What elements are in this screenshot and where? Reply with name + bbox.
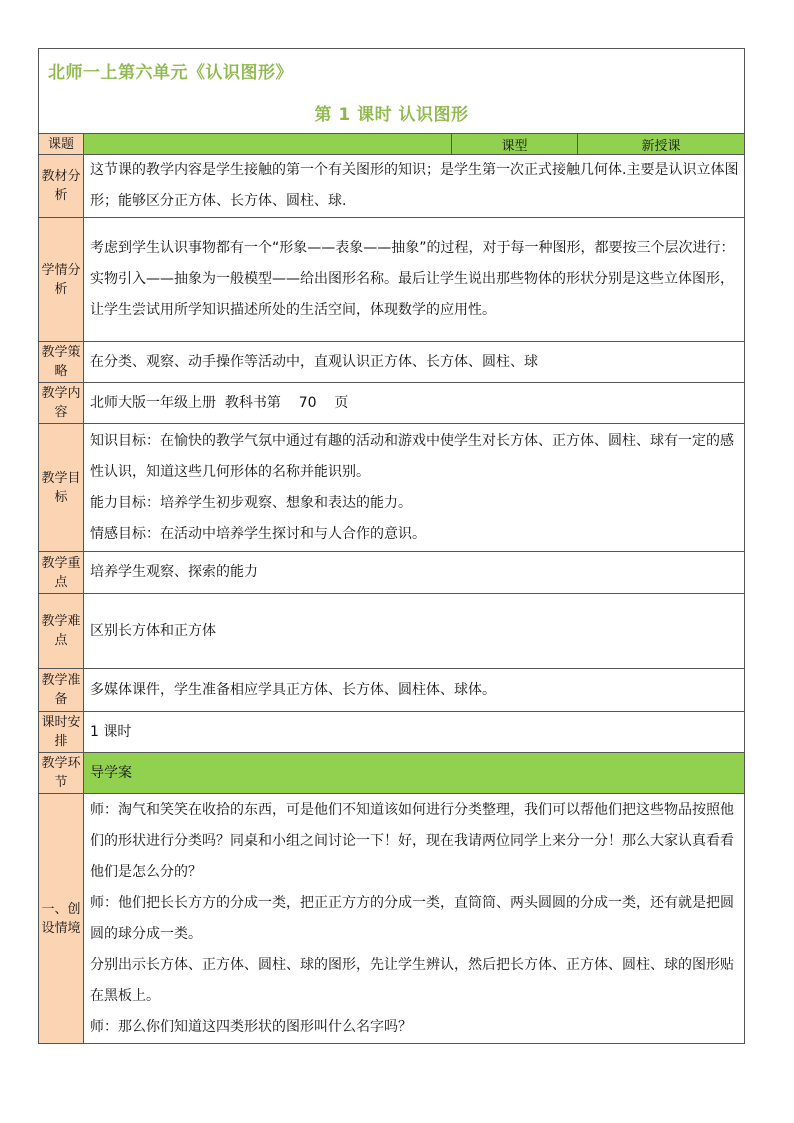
text-line: 知识目标：在愉快的教学气氛中通过有趣的活动和游戏中使学生对长方体、正方体、圆柱、球有一定的感性认识，知道这些几何形体的名称并能识别。 — [90, 432, 734, 480]
difficulty-row — [39, 594, 745, 669]
row-label: 教学策略 — [39, 342, 84, 383]
header-cell — [39, 49, 745, 134]
preparation-text — [84, 669, 745, 712]
row-label: 一、创设情境 — [39, 794, 84, 1044]
text-line: 培养学生观察、探索的能力 — [90, 564, 258, 580]
learner-analysis-row — [39, 218, 745, 342]
teaching-strategy-row — [39, 342, 745, 383]
text-line: 导学案 — [90, 764, 132, 781]
schedule-text — [84, 712, 745, 753]
teaching-stage-row — [39, 753, 745, 794]
schedule-row — [39, 712, 745, 753]
row-label: 课时安排 — [39, 712, 84, 753]
topic-value — [84, 134, 452, 155]
material-analysis-row — [39, 155, 745, 218]
row-label: 学情分析 — [39, 218, 84, 342]
text-line: 在分类、观察、动手操作等活动中，直观认识正方体、长方体、圆柱、球 — [90, 353, 538, 370]
material-analysis-text — [84, 155, 745, 218]
text-line: 这节课的教学内容是学生接触的第一个有关图形的知识；是学生第一次正式接触几何体.主要是认识立体图形；能够区分正方体、长方体、圆柱、球. — [90, 162, 739, 209]
teaching-content-row — [39, 383, 745, 424]
unit-title: 北师一上第六单元《认识图形》 — [48, 63, 293, 83]
text-line: 区别长方体和正方体 — [90, 622, 216, 639]
row-label: 教学重点 — [39, 552, 84, 594]
row-label: 教学准备 — [39, 669, 84, 712]
learner-analysis-text — [84, 218, 745, 342]
teaching-goals-row — [39, 424, 745, 552]
teaching-content-text — [84, 383, 745, 424]
row-label: 教学难点 — [39, 594, 84, 669]
text-line: 师：那么你们知道这四类形状的图形叫什么名字吗？ — [90, 1018, 412, 1035]
preparation-row — [39, 669, 745, 712]
row-label: 教学内容 — [39, 383, 84, 424]
teaching-stage-text — [84, 753, 745, 794]
teaching-goals-text — [84, 424, 745, 552]
create-situation-text — [84, 794, 745, 1044]
difficulty-text — [84, 594, 745, 669]
text-line: 考虑到学生认识事物都有一个“形象——表象——抽象”的过程，对于每一种图形，都要按三个层次进行：实物引入——抽象为一般模型——给出图形名称。最后让学生说出那些物体的形状分别是这些立体图形，让学生尝试用所学知识描述所处的生活空间，体现数学的应用性。 — [90, 240, 735, 318]
row-label: 教学环节 — [39, 753, 84, 794]
text-line: 师：他们把长长方方的分成一类，把正正方方的分成一类，直筒筒、两头圆圆的分成一类，还有就是把圆圆的球分成一类。 — [90, 894, 734, 942]
create-situation-row — [39, 794, 745, 1044]
text-line: 北师大版一年级上册 教科书第 70 页 — [90, 394, 349, 411]
key-points-text — [84, 552, 745, 594]
key-points-row — [39, 552, 745, 594]
teaching-strategy-text — [84, 342, 745, 383]
topic-row — [39, 134, 745, 155]
text-line: 1 课时 — [90, 723, 132, 740]
row-label: 教材分析 — [39, 155, 84, 218]
header-row — [39, 49, 745, 134]
lesson-title: 第 1 课时 认识图形 — [314, 105, 469, 125]
topic-label: 课题 — [39, 134, 84, 155]
row-label: 教学目标 — [39, 424, 84, 552]
lesson-type-label: 课型 — [452, 134, 578, 155]
text-line: 师：淘气和笑笑在收拾的东西，可是他们不知道该如何进行分类整理，我们可以帮他们把这些物品按照他们的形状进行分类吗？同桌和小组之间讨论一下！好，现在我请两位同学上来分一分！那么大家认真看看他们是怎么分的？ — [90, 801, 734, 880]
lesson-plan-table — [38, 48, 745, 1044]
lesson-plan — [38, 48, 744, 1044]
text-line: 能力目标：培养学生初步观察、想象和表达的能力。 — [90, 494, 412, 511]
lesson-type-value: 新授课 — [578, 134, 745, 155]
text-line: 多媒体课件，学生准备相应学具正方体、长方体、圆柱体、球体。 — [90, 681, 496, 698]
text-line: 情感目标：在活动中培养学生探讨和与人合作的意识。 — [90, 525, 426, 542]
text-line: 分别出示长方体、正方体、圆柱、球的图形，先让学生辨认，然后把长方体、正方体、圆柱、球的图形贴在黑板上。 — [90, 956, 734, 1004]
